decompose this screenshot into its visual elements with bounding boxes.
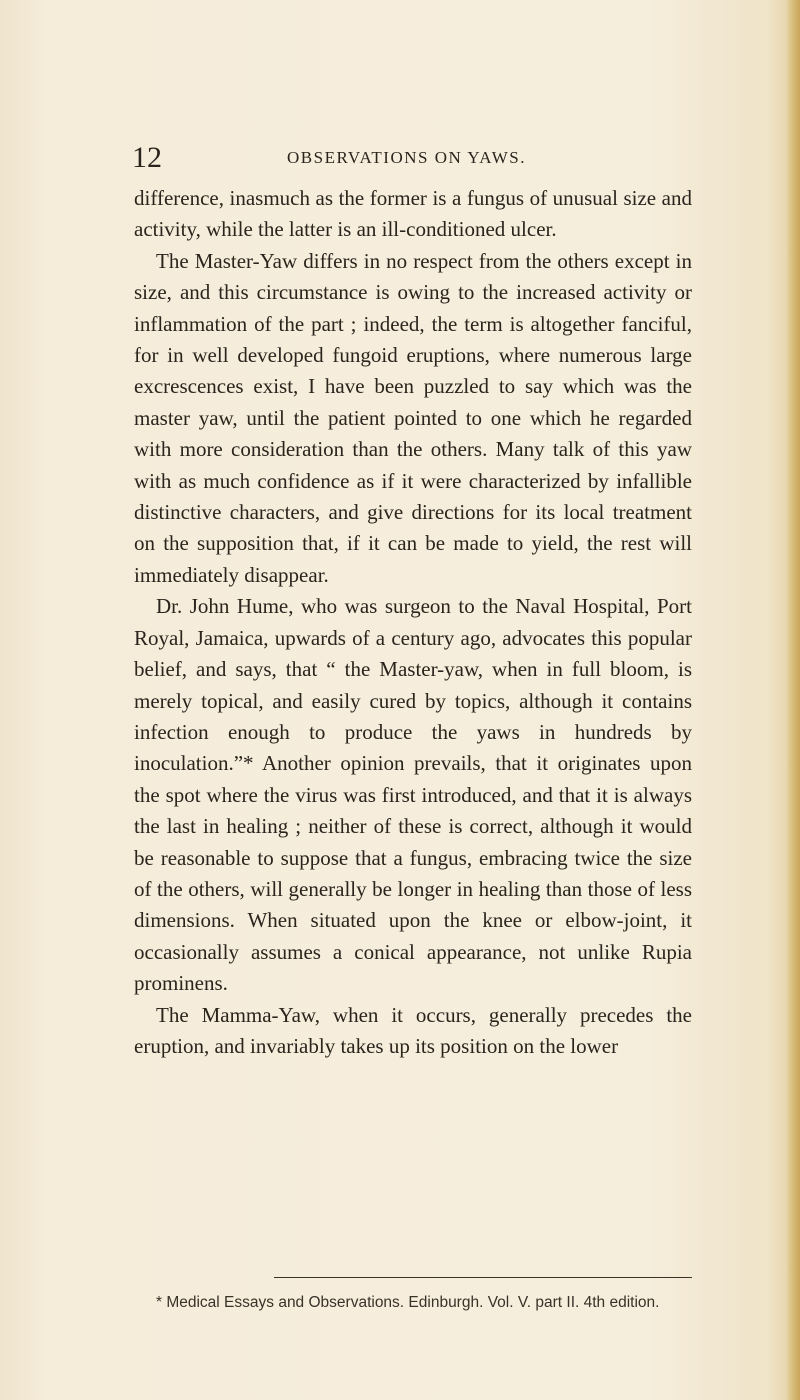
paragraph: The Mamma-Yaw, when it occurs, generally precedes the eruption, and invariably takes up its position on the lower: [134, 1002, 692, 1058]
footnote-divider: [274, 1277, 692, 1278]
running-head: OBSERVATIONS ON YAWS.: [287, 148, 526, 167]
paragraph: difference, inasmuch as the former is a fungus of unusual size and activity, while the latter is an ill-conditioned ulcer.: [134, 186, 692, 242]
footnote: [134, 1290, 692, 1315]
body-text: [134, 183, 692, 1062]
page-number: 12: [132, 141, 162, 174]
footnote-text: * Medical Essays and Observations. Edinburgh. Vol. V. part II. 4th edition.: [156, 1294, 660, 1311]
paragraph: The Master-Yaw differs in no respect from the others except in size, and this circumstance is owing to the increased activity or inflammation of the part ; indeed, the term is altogether fanciful, for in well developed fungoid eruptions, where numerous large excrescences exist, I have been puzzled to say which was the master yaw, until the patient pointed to one which he regarded with more consideration than the others. Many talk of this yaw with as much confidence as if it were characterized by infallible distinctive characters, and give directions for its local treatment on the supposition that, if it can be made to yield, the rest will immediately disappear.: [134, 248, 692, 587]
page-edge-shadow: [786, 0, 800, 1400]
page-header: [132, 140, 692, 176]
paragraph: Dr. John Hume, who was surgeon to the Naval Hospital, Port Royal, Jamaica, upwards of a century ago, advocates this popular belief, and says, that “ the Master-yaw, when in full bloom, is merely topical, and easily cured by topics, although it contains infection enough to produce the yaws in hundreds by inoculation.”* Another opinion prevails, that it originates upon the spot where the virus was first introduced, and that it is always the last in healing ; neither of these is correct, although it would be reasonable to suppose that a fungus, embracing twice the size of the others, will generally be longer in healing than those of less dimensions. When situated upon the knee or elbow-joint, it occasionally assumes a conical appearance, not unlike Rupia prominens.: [134, 594, 692, 996]
